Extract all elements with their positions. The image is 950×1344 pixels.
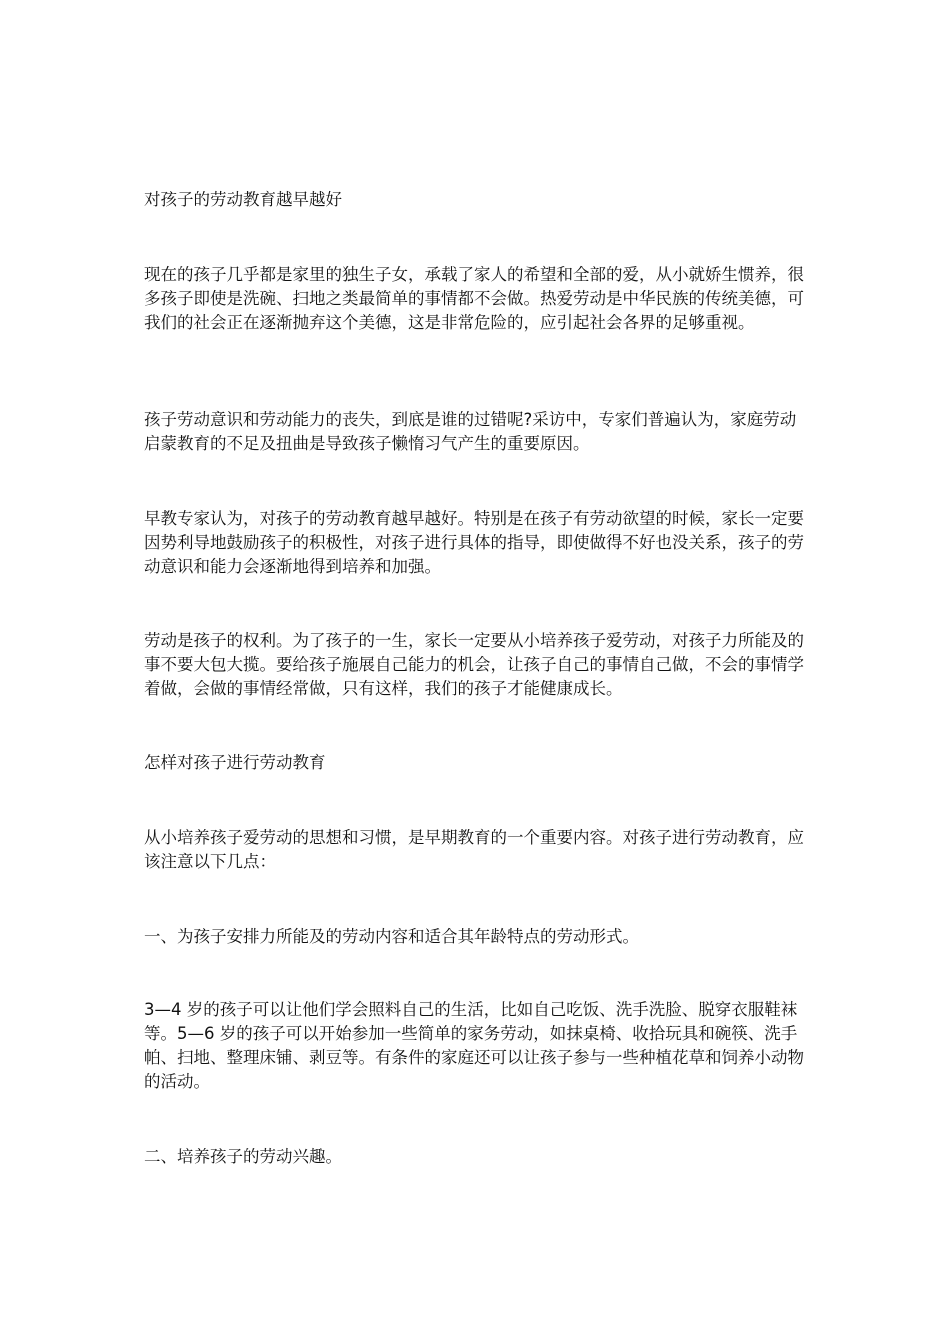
- paragraph: 早教专家认为，对孩子的劳动教育越早越好。特别是在孩子有劳动欲望的时候，家长一定要因势利导地鼓励孩子的积极性，对孩子进行具体的指导，即使做得不好也没关系，孩子的劳动意识和能力会逐渐地得到培养和加强。: [144, 509, 804, 576]
- point-heading: 一、为孩子安排力所能及的劳动内容和适合其年龄特点的劳动形式。: [144, 927, 639, 946]
- section-heading: 怎样对孩子进行劳动教育: [144, 753, 326, 772]
- paragraph: 劳动是孩子的权利。为了孩子的一生，家长一定要从小培养孩子爱劳动，对孩子力所能及的事不要大包大揽。要给孩子施展自己能力的机会，让孩子自己的事情自己做，不会的事情学着做，会做的事情经常做，只有这样，我们的孩子才能健康成长。: [144, 631, 804, 698]
- paragraph: 现在的孩子几乎都是家里的独生子女，承载了家人的希望和全部的爱，从小就娇生惯养，很多孩子即使是洗碗、扫地之类最简单的事情都不会做。热爱劳动是中华民族的传统美德，可我们的社会正在逐渐抛弃这个美德，这是非常危险的，应引起社会各界的足够重视。: [144, 265, 804, 332]
- paragraph: 孩子劳动意识和劳动能力的丧失，到底是谁的过错呢?采访中，专家们普遍认为，家庭劳动启蒙教育的不足及扭曲是导致孩子懒惰习气产生的重要原因。: [144, 410, 797, 453]
- point-heading: 二、培养孩子的劳动兴趣。: [144, 1147, 342, 1166]
- paragraph: 从小培养孩子爱劳动的思想和习惯，是早期教育的一个重要内容。对孩子进行劳动教育，应该注意以下几点：: [144, 828, 804, 871]
- document-title: 对孩子的劳动教育越早越好: [144, 190, 342, 209]
- paragraph: 3—4 岁的孩子可以让他们学会照料自己的生活，比如自己吃饭、洗手洗脸、脱穿衣服鞋袜等。5—6 岁的孩子可以开始参加一些简单的家务劳动，如抹桌椅、收拾玩具和碗筷、洗手帕、扫地、整理床铺、剥豆等。有条件的家庭还可以让孩子参与一些种植花草和饲养小动物的活动。: [144, 1000, 804, 1091]
